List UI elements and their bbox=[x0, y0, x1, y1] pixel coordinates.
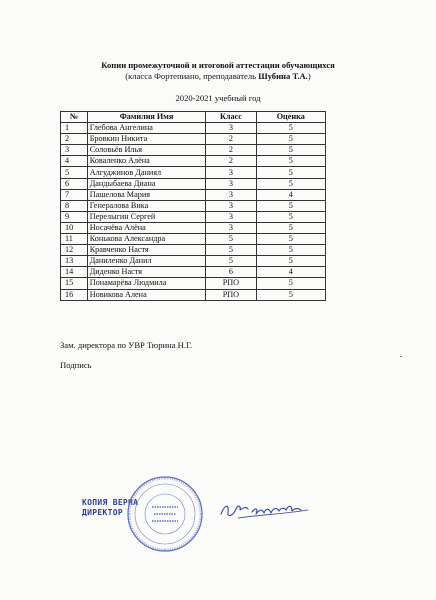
student-name: Глебова Ангелина bbox=[87, 123, 206, 134]
student-class: РПО bbox=[206, 289, 256, 300]
table-row bbox=[61, 189, 326, 200]
column-header-grade: Оценка bbox=[256, 112, 325, 123]
document-subtitle bbox=[0, 71, 436, 81]
student-name: Диденко Настя bbox=[87, 267, 206, 278]
student-grade: 5 bbox=[256, 123, 325, 134]
student-name: Дандыбаева Диана bbox=[87, 178, 206, 189]
row-number: 13 bbox=[61, 256, 88, 267]
row-number: 2 bbox=[61, 134, 88, 145]
table-row bbox=[61, 200, 326, 211]
student-class: 5 bbox=[206, 245, 256, 256]
student-grade: 5 bbox=[256, 145, 325, 156]
student-name: Бровкин Никита bbox=[87, 134, 206, 145]
row-number: 12 bbox=[61, 245, 88, 256]
row-number: 10 bbox=[61, 222, 88, 233]
student-name: Генералова Вика bbox=[87, 200, 206, 211]
table-row bbox=[61, 245, 326, 256]
table-row bbox=[61, 222, 326, 233]
signature-label: Подпись bbox=[60, 360, 92, 370]
school-seal bbox=[125, 474, 205, 554]
table-row bbox=[61, 145, 326, 156]
student-class: 2 bbox=[206, 156, 256, 167]
student-name: Соловьёв Илья bbox=[87, 145, 206, 156]
student-grade: 5 bbox=[256, 278, 325, 289]
school-year: 2020-2021 учебный год bbox=[175, 93, 261, 103]
student-class: 2 bbox=[206, 134, 256, 145]
column-header-number: № bbox=[61, 112, 88, 123]
student-name: Новикова Алена bbox=[87, 289, 206, 300]
student-name: Пашелова Мария bbox=[87, 189, 206, 200]
table-row bbox=[61, 178, 326, 189]
table-header-row bbox=[61, 112, 326, 123]
column-header-class: Класс bbox=[206, 112, 256, 123]
row-number: 5 bbox=[61, 167, 88, 178]
document-title: Копии промежуточной и итоговой аттестации обучающихся bbox=[101, 60, 335, 70]
row-number: 9 bbox=[61, 211, 88, 222]
student-grade: 5 bbox=[256, 256, 325, 267]
row-number: 11 bbox=[61, 234, 88, 245]
student-grade: 5 bbox=[256, 167, 325, 178]
student-class: 2 bbox=[206, 145, 256, 156]
table-row bbox=[61, 234, 326, 245]
student-name: Коваленко Алёна bbox=[87, 156, 206, 167]
row-number: 6 bbox=[61, 178, 88, 189]
row-number: 16 bbox=[61, 289, 88, 300]
row-number: 8 bbox=[61, 200, 88, 211]
scan-speck bbox=[400, 356, 402, 357]
student-class: 6 bbox=[206, 267, 256, 278]
student-grade: 5 bbox=[256, 178, 325, 189]
student-name: Алгуджинов Даниял bbox=[87, 167, 206, 178]
table-row bbox=[61, 156, 326, 167]
subtitle-suffix: ) bbox=[307, 71, 311, 81]
row-number: 7 bbox=[61, 189, 88, 200]
student-grade: 5 bbox=[256, 245, 325, 256]
stamp-line-director: ДИРЕКТОР bbox=[82, 508, 123, 517]
column-header-name: Фамилия Имя bbox=[87, 112, 206, 123]
student-class: 3 bbox=[206, 178, 256, 189]
student-class: РПО bbox=[206, 278, 256, 289]
student-name: Понамарёва Людмила bbox=[87, 278, 206, 289]
subtitle-prefix: (класса Фортепиано, преподаватель bbox=[125, 71, 259, 81]
row-number: 15 bbox=[61, 278, 88, 289]
table-row bbox=[61, 256, 326, 267]
student-grade: 5 bbox=[256, 211, 325, 222]
teacher-name: Шубина Т.А. bbox=[258, 71, 308, 81]
handwritten-signature bbox=[218, 492, 314, 528]
student-grade: 5 bbox=[256, 289, 325, 300]
stamp-line-copy: КОПИЯ ВЕРНА bbox=[82, 498, 139, 507]
student-name: Перелыгин Сергей bbox=[87, 211, 206, 222]
student-class: 3 bbox=[206, 189, 256, 200]
student-class: 3 bbox=[206, 211, 256, 222]
student-class: 3 bbox=[206, 222, 256, 233]
table-row bbox=[61, 167, 326, 178]
student-name: Конькова Александра bbox=[87, 234, 206, 245]
student-grade: 5 bbox=[256, 234, 325, 245]
row-number: 14 bbox=[61, 267, 88, 278]
table-row bbox=[61, 267, 326, 278]
grades-table bbox=[60, 111, 326, 301]
table-row bbox=[61, 211, 326, 222]
student-class: 5 bbox=[206, 256, 256, 267]
student-name: Кравченко Настя bbox=[87, 245, 206, 256]
student-class: 3 bbox=[206, 200, 256, 211]
table-row bbox=[61, 134, 326, 145]
student-name: Носачёва Алёна bbox=[87, 222, 206, 233]
student-grade: 5 bbox=[256, 200, 325, 211]
row-number: 1 bbox=[61, 123, 88, 134]
row-number: 4 bbox=[61, 156, 88, 167]
row-number: 3 bbox=[61, 145, 88, 156]
deputy-director-line: Зам. директора по УВР Тюрина Н.Г. bbox=[60, 340, 193, 350]
student-grade: 5 bbox=[256, 156, 325, 167]
student-grade: 4 bbox=[256, 189, 325, 200]
student-grade: 5 bbox=[256, 222, 325, 233]
student-class: 3 bbox=[206, 123, 256, 134]
table-row bbox=[61, 123, 326, 134]
table-row bbox=[61, 278, 326, 289]
student-class: 5 bbox=[206, 234, 256, 245]
student-grade: 5 bbox=[256, 134, 325, 145]
table-body bbox=[61, 123, 326, 301]
table-row bbox=[61, 289, 326, 300]
student-grade: 4 bbox=[256, 267, 325, 278]
student-name: Даниленко Данил bbox=[87, 256, 206, 267]
student-class: 3 bbox=[206, 167, 256, 178]
